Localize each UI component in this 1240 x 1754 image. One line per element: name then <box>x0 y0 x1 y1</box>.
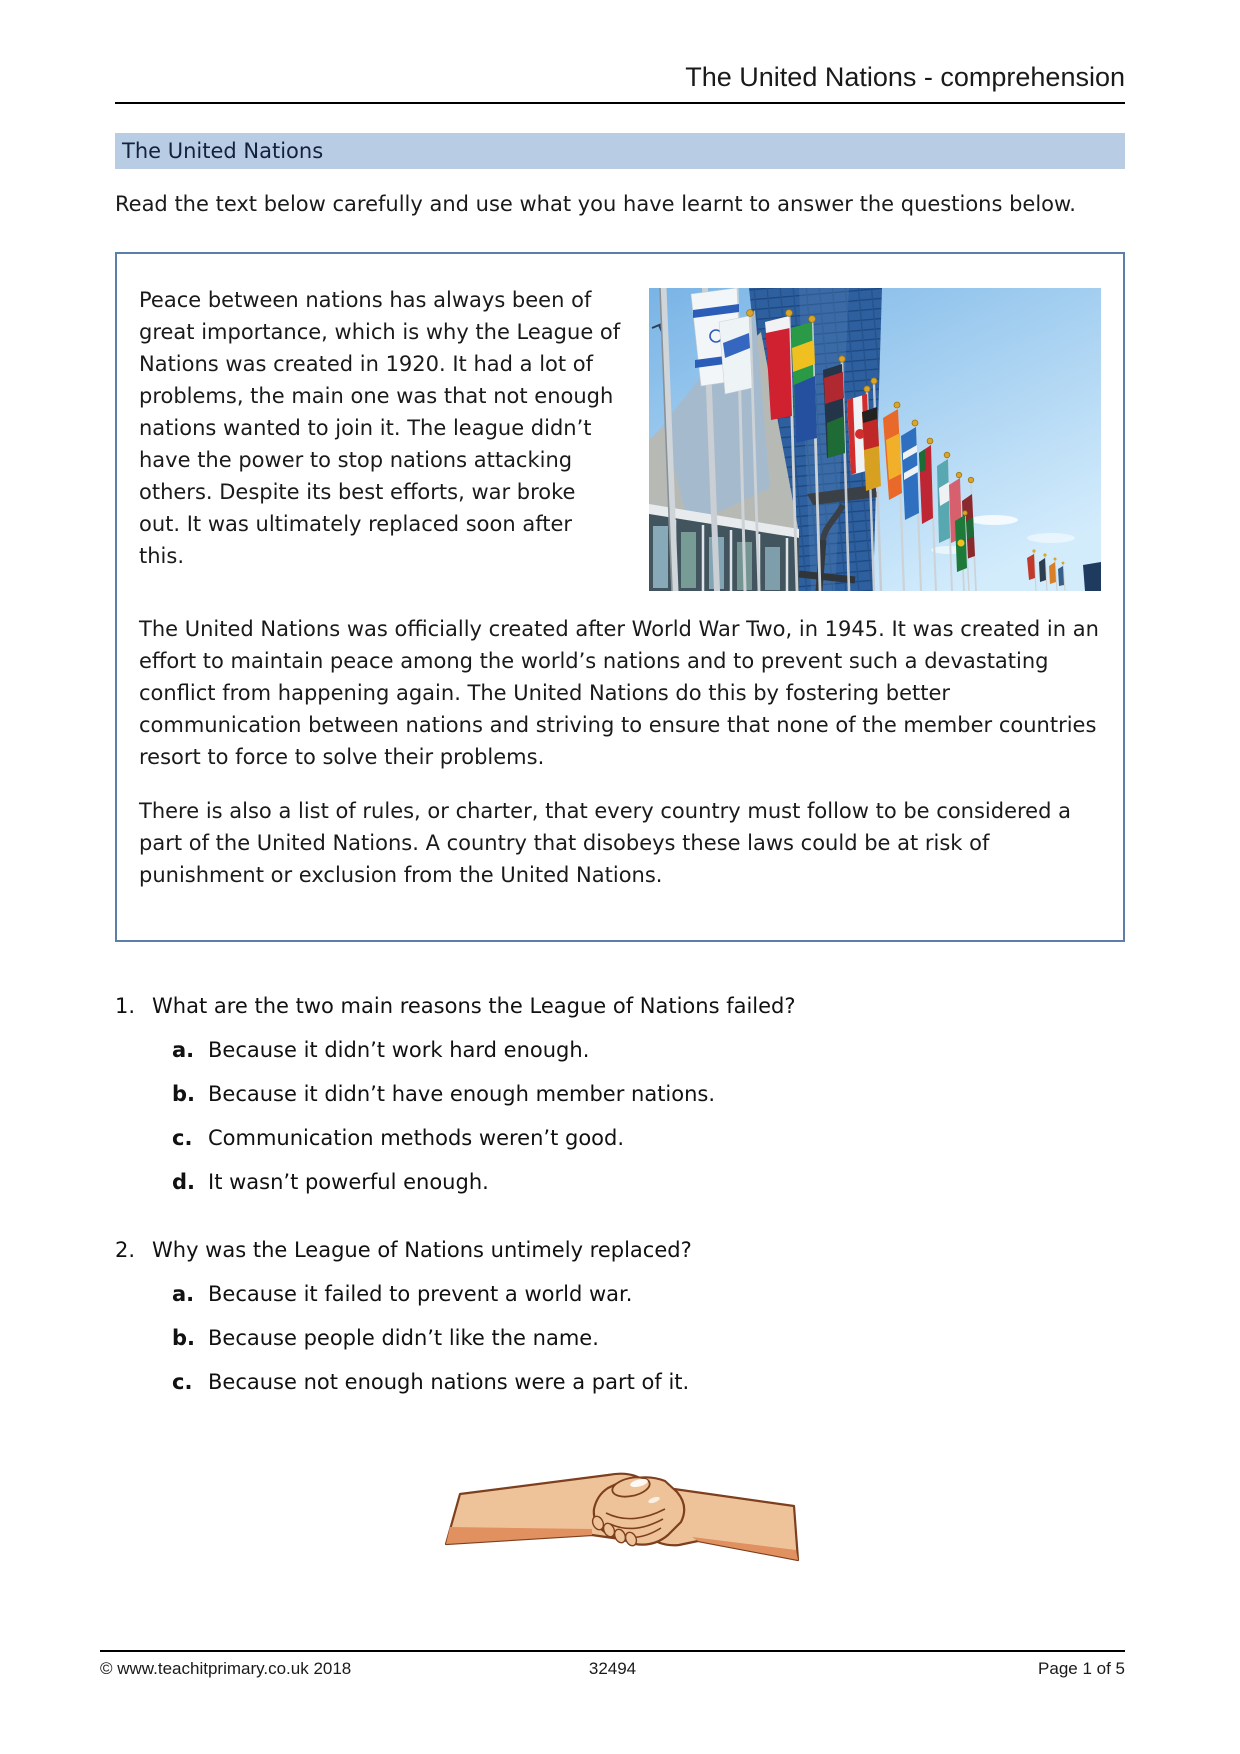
page-title: The United Nations - comprehension <box>685 62 1125 92</box>
handshake-art <box>430 1448 810 1580</box>
page-footer <box>100 1650 1125 1679</box>
section-banner: The United Nations <box>115 133 1125 169</box>
question-1-option-b: b. Because it didn’t have enough member nations. <box>172 1082 716 1106</box>
reading-passage-box <box>115 252 1125 942</box>
question-2-text: Why was the League of Nations untimely replaced? <box>152 1238 692 1262</box>
question-2-option-a: a. Because it failed to prevent a world war. <box>172 1282 633 1306</box>
question-2 <box>115 1236 1125 1396</box>
un-flags-photo <box>649 288 1101 591</box>
instructions-text: Read the text below carefully and use what you have learnt to answer the questions below. <box>115 192 1076 216</box>
footer-copyright: © www.teachitprimary.co.uk 2018 <box>100 1659 352 1678</box>
passage-paragraph-2: The United Nations was officially created after World War Two, in 1945. It was created in an effort to maintain peace among the world’s nations and to prevent such a devastating conflict from happening again. The United Nations do this by fostering better communication between nations and striving to ensure that none of the member countries resort to force to solve their problems. <box>139 617 1099 769</box>
question-1-option-a: a. Because it didn’t work hard enough. <box>172 1038 590 1062</box>
un-flags-photo-art <box>649 288 1101 591</box>
footer-page-number: Page 1 of 5 <box>1038 1659 1126 1678</box>
question-1-option-d: d. It wasn’t powerful enough. <box>172 1170 489 1194</box>
question-1-text: What are the two main reasons the League of Nations failed? <box>152 994 796 1018</box>
question-2-option-c: c. Because not enough nations were a part of it. <box>172 1370 690 1394</box>
question-2-option-b: b. Because people didn’t like the name. <box>172 1326 599 1350</box>
question-1-option-c: c. Communication methods weren’t good. <box>172 1126 625 1150</box>
passage-paragraph-3: There is also a list of rules, or charter, that every country must follow to be considered a part of the United Nations. A country that disobeys these laws could be at risk of punishment or exclusion from the United Nations. <box>139 799 1071 887</box>
question-2-number: 2. <box>115 1238 136 1262</box>
question-1-number: 1. <box>115 994 136 1018</box>
header-rule <box>115 102 1125 104</box>
footer-document-id: 32494 <box>588 1659 637 1678</box>
distant-building <box>1083 562 1101 591</box>
question-1 <box>115 992 1125 1196</box>
handshake-illustration <box>430 1448 810 1580</box>
passage-paragraph-1: Peace between nations has always been of great importance, which is why the League of Nations was created in 1920. It had a lot of problems, the main one was that not enough nations wanted to join it. The league didn’t have the power to stop nations attacking others. Despite its best efforts, war broke out. It was ultimately replaced soon after this. <box>139 288 621 568</box>
